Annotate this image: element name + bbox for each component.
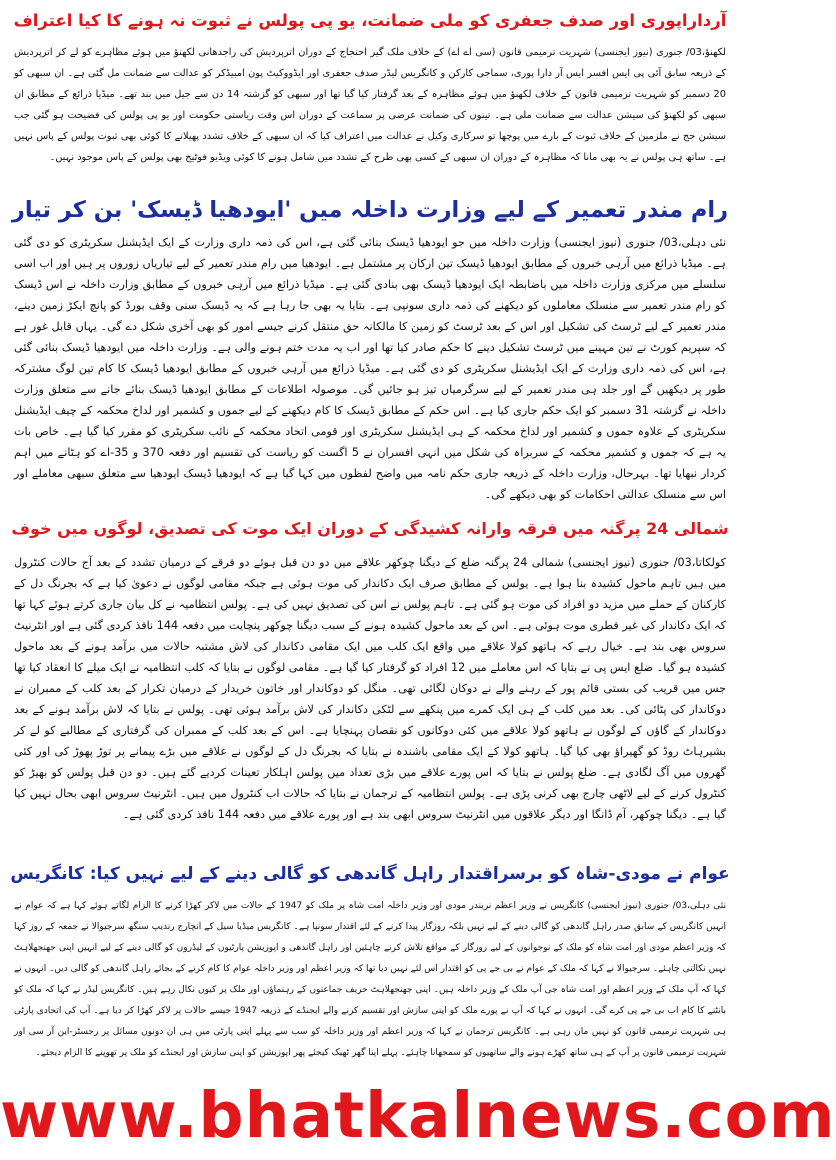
article-4-headline: عوام نے مودی-شاہ کو برسراقتدار راہل گاندھی کو گالی دینے کے لیے نہیں کیا: کانگریس	[10, 864, 730, 884]
article-2-headline: رام مندر تعمیر کے لیے وزارت داخلہ میں 'ایودھیا ڈیسک' بن کر تیار	[11, 197, 729, 223]
article-1-headline: آرداراپوری اور صدف جعفری کو ملی ضمانت، یو پی پولس نے ثبوت نہ ہونے کا کیا اعتراف	[13, 11, 727, 30]
article-4-body: نئی دہلی،03/ جنوری (نیوز ایجنسی) کانگریس نے وزیر اعظم نریندر مودی اور وزیر داخلہ امت شاہ پر ملک کو 1947 کے حالات میں لاکر کھڑا کرنے کا الزام لگاتے ہوئے کہا ہے کہ عوام نے انہیں کانگریس کے سابق صدر راہل گاندھی کو گالی دینے کے لیے نہیں بلکہ روزگار پیدا کرنے کے لئے اقتدار سونپا ہے۔ کانگریس میڈیا سیل کے انچارج رندیپ سنگھ سرجیوالا نے جمعہ کے روز کہا کہ وزیر اعظم مودی اور امت شاہ کو ملک کے نوجوانوں کے لیے روزگار کے مواقع تلاش کرنے چاہئیں اور راہل گاندھی و اپوزیشن پارٹیوں کے لیڈروں کو گالی دینے کے لیے انہیں اپنی جھنجھلاہٹ نہیں نکالنی چاہئے۔ سرجیوالا نے کہا کہ ملک کے عوام نے بی جے پی کو اقتدار اس لئے نہیں دیا تھا کہ وزیر اعظم اور وزیر داخلہ عوام کا کام کرنے کے بجائے راہل گاندھی کو گالی دیں۔ انہوں نے کہا کہ آپ ملک کے وزیر اعظم اور امت شاہ جی آپ ملک کے وزیر داخلہ ہیں۔ اپنی جھنجھلاہٹ حریف جماعتوں کے رہنماؤں اور ملک پر کیوں نکال رہے ہیں۔ کانگریس لیڈر نے کہا کہ ملک کو بانٹنے کا کام اب بی جے پی کرے گی۔ انہوں نے کہا کہ آپ نے پورے ملک کو اپنی سازش اور تقسیم کرنے والے ایجنڈے کے ذریعہ 1947 جیسے حالات پر لاکر کھڑا کر دیا ہے۔ آپ کی اتحادی پارٹی ہی شہریت ترمیمی قانون کو نہیں مان رہی ہے۔ کانگریس ترجمان نے کہا کہ وزیر اعظم اور وزیر داخلہ کو سب سے پہلے اپنی پارٹی میں ہی ان دونوں مسائل پر رجسٹر-این آر سی اور شہریت ترمیمی قانون پر آپ کے ہی ساتھ کھڑے ہونے والے ساتھیوں کو سمجھانا چاہئے۔ پہلے اپنا گھر ٹھیک کیجئے پھر اپوزیشن کو اپنی سازش اور ایجنڈے کو ملک پر تھوپنے کا الزام دیجئے۔	[14, 901, 727, 1058]
article-3-body: کولکاتا،03/ جنوری (نیوز ایجنسی) شمالی 24 پرگنہ ضلع کے دیگنا چوکھر علاقے میں دو دن قبل ہوئے دو فرقے کے درمیان تشدد کے بعد آج حالات کنٹرول میں ہیں تاہم ماحول کشیدہ بنا ہوا ہے۔ یولس کے مطابق صرف ایک دکاندار کی موت ہوئی ہے جبکہ مقامی لوگوں نے دعویٰ کیا ہے کہ بجرنگ دل کے کارکنان کے حملے میں مزید دو افراد کی موت ہو گئی ہے۔ تاہم پولس نے اس کی تصدیق نہیں کی ہے۔ پولس انتظامیہ نے کل بیان جاری کرتے ہوئے کہا تھا کہ ایک دکاندار کی غیر فطری موت ہوئی ہے۔ اس کے بعد ماحول کشیدہ ہونے کے سبب دیگنا چوکھر پنچایت میں دفعہ 144 نافذ کردی گئی ہے اور انٹرنیٹ سروس بھی بند ہے۔ خیال رہے کہ ہاتھو کولا علاقے میں واقع ایک کلب میں ایک مقامی دکاندار کی لاش مشتبہ حالات میں برآمد ہونے کے بعد ماحول کشیدہ ہو گیا۔ ضلع ایس پی نے بتایا کہ اس معاملے میں 12 افراد کو گرفتار کیا گیا ہے۔ مقامی لوگوں نے بتایا کہ کلب انتظامیہ نے ایک میلے کا انعقاد کیا تھا جس میں قریب کی بستی قائم پور کے رہنے والے نے دوکان لگائی تھی۔ منگل کو دوکاندار اور خاتون خریدار کے درمیان تکرار کے بعد کلب کے ممبران نے دوکاندار کی پٹائی کی۔ بعد میں کلب کے ہی ایک کمرے میں پنکھے سے لٹکی دکاندار کی لاش برآمد ہوئی تھی۔ پولس نے بتایا کہ لاش برآمد ہونے کے بعد دوکاندار کے گاؤں کے لوگوں نے ہاتھو کولا علاقے میں کئی دوکانوں کو نقصان پہنچایا ہے۔ اس کے بعد کلب کے ممبران کی گرفتاری کے مطالبے کو لے کر بشیرہاٹ روڈ کو گھیراؤ بھی کیا گیا۔ ہاتھو کولا کے ایک مقامی باشندہ نے بتایا کہ بجرنگ دل کے لوگوں نے علاقے میں بڑے پیمانے پر توڑ پھوڑ کی اور کئی گھروں میں آگ لگادی ہے۔ ضلع پولس نے بتایا کہ اس پورے علاقے میں بڑی تعداد میں پولس اہلکار تعینات کردیے گئے ہیں۔ دو دن قبل پولس کو بھیڑ کو کنٹرول کرنے کے لیے لاٹھی چارج بھی کرنی پڑی ہے۔ پولس انتظامیہ کے ترجمان نے بتایا کہ حالات اب کنٹرول میں ہیں۔ انٹرنیٹ سروس ابھی بحال نہیں کیا گیا ہے۔ دیگنا چوکھر، آم ڈانگا اور دیگر علاقوں میں انٹرنیٹ سروس ابھی بند ہے اور پورے علاقے میں دفعہ 144 نافذ کردی گئی ہے۔	[14, 556, 727, 821]
article-2-body: نئی دہلی،03/ جنوری (نیوز ایجنسی) وزارت داخلہ میں جو ایودھیا ڈیسک بنائی گئی ہے، اس کی ذمہ داری وزارت کے ایک ایڈیشنل سکریٹری کو دی گئی ہے۔ میڈیا ذرائع میں آرہی خبروں کے مطابق ایودھیا ڈیسک تین ارکان پر مشتمل ہے۔ ایودھیا میں رام مندر تعمیر کے لیے تیاریاں زوروں پر ہیں اور اب اسی سلسلے میں مرکزی وزارت داخلہ میں باضابطہ ایک ایودھیا ڈیسک بھی بنادی گئی ہے۔ میڈیا ذرائع میں آرہی خبروں کے مطابق وزارت داخلہ نے اس ڈیسک کو رام مندر تعمیر سے منسلک معاملوں کو دیکھنے کی ذمہ داری سونپی ہے۔ بتایا یہ بھی جا رہا ہے کہ یہ ڈیسک سنی وقف بورڈ کو پانچ ایکڑ زمین دینے، مندر تعمیر کے لیے ٹرسٹ کی تشکیل اور اس کے بعد ٹرسٹ کو زمین کا مالکانہ حق منتقل کرنے جیسے امور کو بھی آخری شکل دے گی۔ یہاں قابل غور ہے کہ سپریم کورٹ نے تین مہینے میں ٹرسٹ تشکیل دینے کا حکم صادر کیا تھا اور اب یہ مدت ختم ہونے والی ہے۔ وزارت داخلہ میں ایودھیا ڈیسک بنائی گئی ہے، اس کی ذمہ داری وزارت کے ایک ایڈیشنل سکریٹری کو دی گئی ہے۔ میڈیا ذرائع میں آرہی خبروں کے مطابق ایودھیا ڈیسک کا کام تین لوگ مشترکہ طور پر دیکھیں گے اور جلد ہی مندر تعمیر کے لیے سرگرمیاں تیز ہو جائیں گی۔ موصولہ اطلاعات کے مطابق ایودھیا ڈیسک بنائے جانے سے متعلق وزارت داخلہ نے گزشتہ 31 دسمبر کو ایک حکم جاری کیا ہے۔ اس حکم کے مطابق ڈیسک کا کام دیکھنے کے لیے جموں و کشمیر اور لداخ محکمہ کے چیف ایڈیشنل سکریٹری کے علاوہ جموں و کشمیر اور لداخ محکمہ کے ہی ایڈیشنل سکریٹری اور قومی اتحاد محکمہ کے نائب سکریٹری کو مقرر کیا گیا ہے۔ خاص بات یہ ہے کہ جموں و کشمیر محکمہ کے سربراہ کی شکل میں انہی افسران نے 5 اگست کو ریاست کی تقسیم اور دفعہ 370 و 35-اے کو ہٹانے میں اہم کردار نبھایا تھا۔ بہرحال، وزارت داخلہ کے ذریعہ جاری حکم نامہ میں واضح لفظوں میں کہا گیا ہے کہ ایودھیا ڈیسک ایودھیا سے متعلق سبھی معاملے اور اس سے منسلک عدالتی احکامات کو بھی دیکھے گی۔	[14, 236, 726, 501]
footer-website-url[interactable]: www.bhatkalnews.com	[0, 1079, 836, 1152]
article-3-headline: شمالی 24 پرگنہ میں فرقہ وارانہ کشیدگی کے دوران ایک موت کی تصدیق، لوگوں میں خوف	[11, 519, 729, 538]
article-1-body: لکھنؤ،03/ جنوری (نیوز ایجنسی) شہریت ترمیمی قانون (سی اے اے) کے خلاف ملک گیر احتجاج کے دوران اترپردیش کی راجدھانی لکھنؤ میں ہوئے مظاہرے کو لے کر اترپردیش کے ذریعہ سابق آئی پی ایس افسر ایس آر دارا پوری، سماجی کارکن و کانگریس لیڈر صدف جعفری اور ایڈووکیٹ پون امبیڈکر کو عدالت سے ضمانت مل گئی ہے۔ ان سبھی کو 20 دسمبر کو شہریت ترمیمی قانون کے خلاف لکھنؤ میں ہوئے مظاہرہ کے بعد گرفتار کیا گیا تھا اور سبھی کو گزشتہ 14 دن سے جیل میں بند تھے۔ میڈیا ذرائع کے مطابق ان سبھی کو لکھنؤ کی سیشن عدالت سے ضمانت ملی ہے۔ تینوں کی ضمانت عرضی پر سماعت کے دوران اس وقت ریاستی حکومت اور یو پی پولس کی فضیحت ہو گئی جب سیشن جج نے ملزمین کے خلاف ثبوت کے بارے میں پوچھا تو سرکاری وکیل نے عدالت میں اعتراف کیا کہ ان سبھی کے خلاف تشدد پھیلانے کا کوئی بھی ثبوت پولس کے پاس نہیں ہے۔ ساتھ ہی پولس نے یہ بھی مانا کہ مظاہرہ کے دوران ان سبھی کے کسی بھی طرح کے تشدد میں شامل ہونے کا کوئی ویڈیو فوٹیج بھی پولس کے پاس موجود نہیں۔	[14, 47, 726, 163]
